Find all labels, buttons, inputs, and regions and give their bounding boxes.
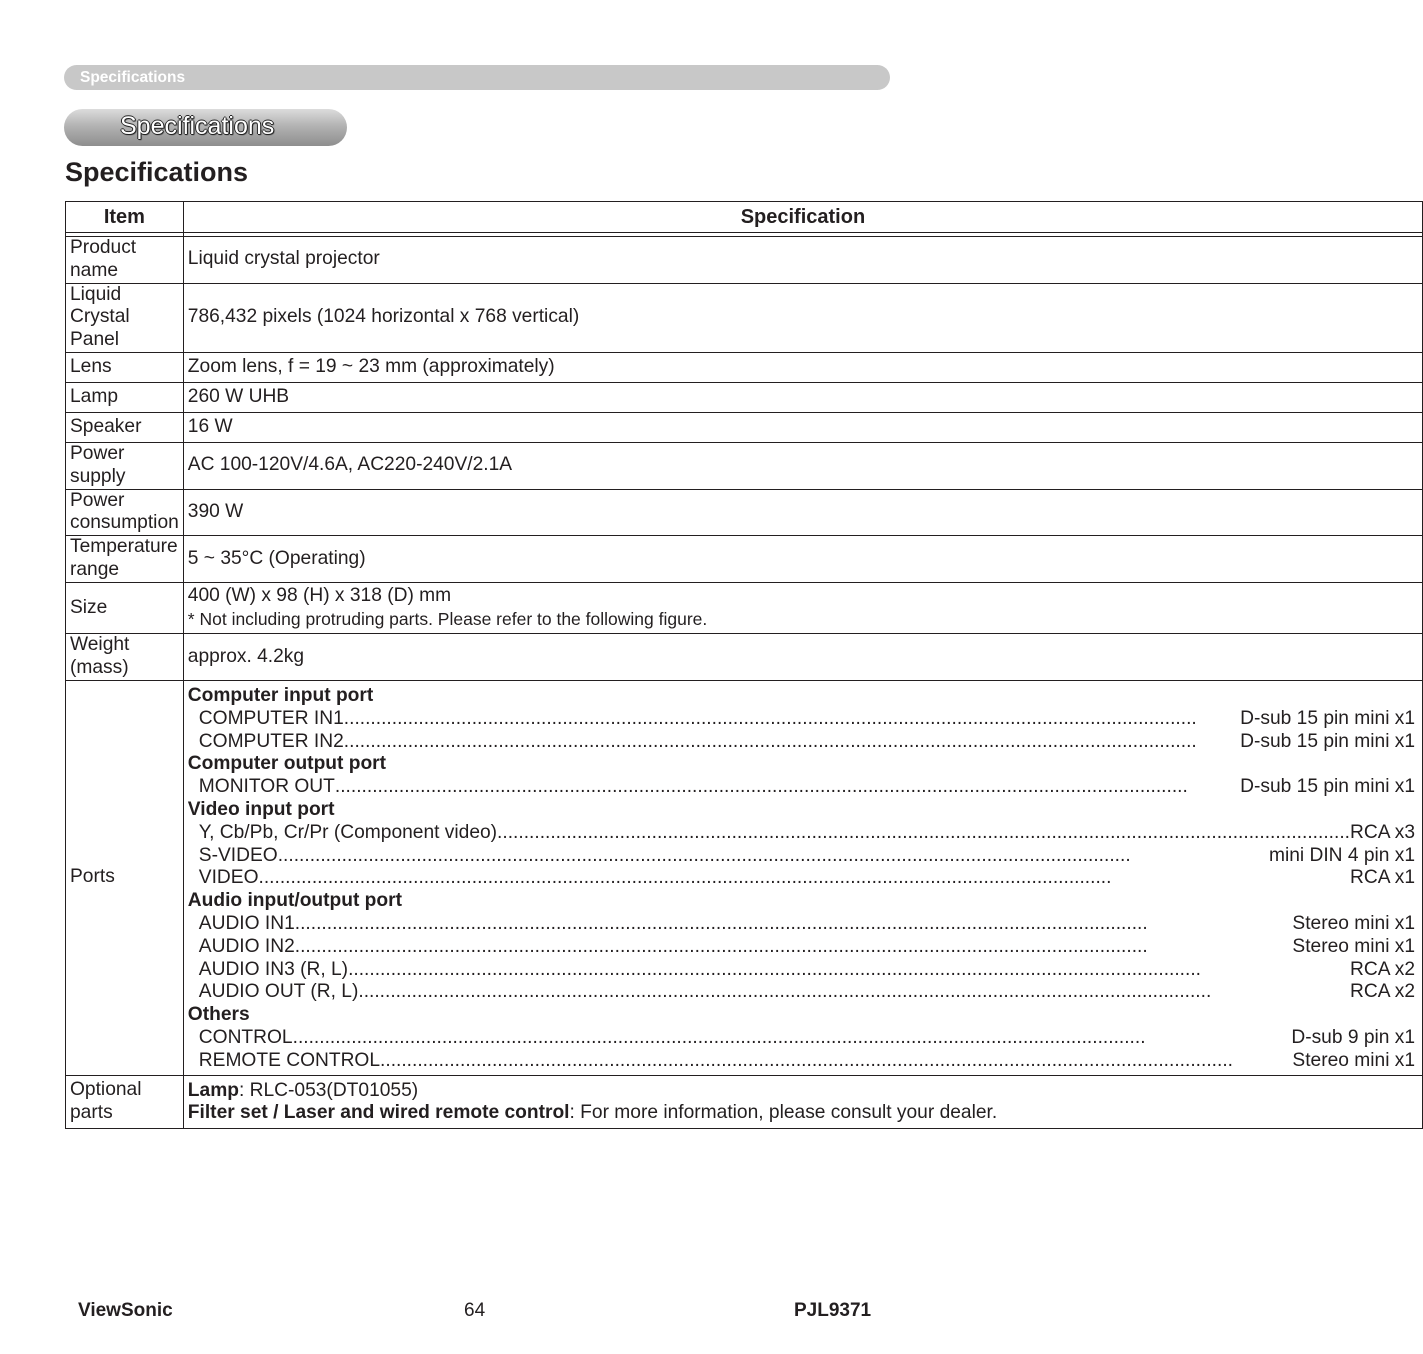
lamp-label: Lamp	[187, 1079, 239, 1101]
port-value: RCA x1	[1350, 867, 1416, 889]
port-group-title: Video input port	[187, 798, 335, 820]
port-entry	[188, 959, 1415, 982]
optional-parts	[183, 1075, 1422, 1129]
size-value: 400 (W) x 98 (H) x 318 (D) mm	[187, 584, 452, 606]
port-value: D-sub 15 pin mini x1	[1240, 776, 1416, 798]
row-item: Product name	[66, 237, 184, 284]
port-label: Y, Cb/Pb, Cr/Pr (Component video)	[198, 821, 498, 843]
port-label: AUDIO IN2	[198, 935, 295, 957]
table-row	[66, 536, 1423, 583]
row-item: Power supply	[66, 442, 184, 489]
port-group-title: Others	[187, 1004, 250, 1026]
port-value: Stereo mini x1	[1292, 1049, 1416, 1071]
port-value: D-sub 9 pin x1	[1291, 1026, 1416, 1048]
leader-dots: ................................................................................................................................................................	[294, 935, 1148, 957]
footer-brand: ViewSonic	[78, 1300, 173, 1321]
row-value: 260 W UHB	[183, 382, 1422, 412]
table-row-optional	[66, 1075, 1423, 1129]
section-tab	[64, 109, 347, 146]
filter-label: Filter set / Laser and wired remote control	[187, 1102, 570, 1124]
port-entry	[188, 936, 1415, 959]
row-item: Temperature range	[66, 536, 184, 583]
specifications-table	[65, 201, 1423, 1129]
leader-dots: ................................................................................................................................................................	[348, 958, 1202, 980]
row-item: Speaker	[66, 412, 184, 442]
breadcrumb: Specifications	[80, 69, 186, 86]
table-row	[66, 237, 1423, 284]
row-value: 390 W	[183, 489, 1422, 536]
breadcrumb-bar	[64, 65, 890, 90]
port-entry	[188, 708, 1415, 731]
port-label: VIDEO	[198, 867, 259, 889]
table-row	[66, 442, 1423, 489]
port-entry	[188, 845, 1415, 868]
port-label: COMPUTER IN2	[198, 730, 344, 752]
port-entry	[188, 913, 1415, 936]
table-row-size	[66, 582, 1423, 634]
row-item: Lens	[66, 352, 184, 382]
table-row	[66, 412, 1423, 442]
table-header-row	[66, 202, 1423, 233]
port-group-title: Computer output port	[187, 753, 387, 775]
row-value	[183, 582, 1422, 634]
row-value: 786,432 pixels (1024 horizontal x 768 vertical)	[183, 283, 1422, 352]
size-note: * Not including protruding parts. Please refer to the following figure.	[187, 608, 708, 629]
row-item: Power consumption	[66, 489, 184, 536]
port-entry	[188, 776, 1415, 799]
row-value: approx. 4.2kg	[183, 634, 1422, 681]
port-entry	[188, 1027, 1415, 1050]
table-row-weight	[66, 634, 1423, 681]
port-label: REMOTE CONTROL	[198, 1049, 381, 1071]
row-value: Liquid crystal projector	[183, 237, 1422, 284]
column-header-specification: Specification	[183, 202, 1422, 233]
leader-dots: ................................................................................................................................................................	[334, 776, 1188, 798]
port-value: Stereo mini x1	[1292, 912, 1416, 934]
port-value: D-sub 15 pin mini x1	[1240, 730, 1416, 752]
leader-dots: ................................................................................................................................................................	[277, 844, 1131, 866]
row-value: 16 W	[183, 412, 1422, 442]
table-row	[66, 489, 1423, 536]
port-entry	[188, 867, 1415, 890]
port-label: COMPUTER IN1	[198, 707, 344, 729]
port-label: CONTROL	[198, 1026, 293, 1048]
optional-filter	[188, 1102, 1418, 1125]
table-row	[66, 382, 1423, 412]
lamp-value: : RLC-053(DT01055)	[238, 1079, 419, 1101]
port-entry	[188, 1050, 1415, 1073]
port-value: D-sub 15 pin mini x1	[1240, 707, 1416, 729]
ports-list	[183, 680, 1422, 1075]
leader-dots: ................................................................................................................................................................	[258, 867, 1112, 889]
leader-dots: ................................................................................................................................................................	[358, 981, 1212, 1003]
row-value: Zoom lens, f = 19 ~ 23 mm (approximately)	[183, 352, 1422, 382]
leader-dots: ................................................................................................................................................................	[380, 1049, 1233, 1071]
filter-value: : For more information, please consult your dealer.	[569, 1102, 998, 1124]
row-value: AC 100-120V/4.6A, AC220-240V/2.1A	[183, 442, 1422, 489]
port-label: MONITOR OUT	[198, 776, 335, 798]
port-entry	[188, 822, 1415, 845]
page-title: Specifications	[65, 157, 249, 187]
leader-dots: ................................................................................................................................................................	[497, 821, 1350, 843]
page-number: 64	[464, 1300, 486, 1321]
port-value: RCA x2	[1350, 981, 1416, 1003]
leader-dots: ................................................................................................................................................................	[343, 707, 1197, 729]
section-tab-label: Specifications	[120, 112, 275, 140]
table-row-ports	[66, 680, 1423, 1075]
row-item: Weight (mass)	[66, 634, 184, 681]
row-item: Optional parts	[66, 1075, 184, 1129]
row-item: Lamp	[66, 382, 184, 412]
leader-dots: ................................................................................................................................................................	[294, 912, 1148, 934]
row-item: Liquid Crystal Panel	[66, 283, 184, 352]
leader-dots: ................................................................................................................................................................	[343, 730, 1197, 752]
column-header-item: Item	[66, 202, 184, 233]
table-row	[66, 352, 1423, 382]
port-group-title: Computer input port	[187, 684, 374, 706]
port-value: mini DIN 4 pin x1	[1268, 844, 1416, 866]
port-value: RCA x2	[1350, 958, 1416, 980]
optional-lamp	[188, 1080, 1418, 1103]
port-group-title: Audio input/output port	[187, 890, 402, 912]
port-label: AUDIO IN1	[198, 912, 295, 934]
table-row	[66, 283, 1423, 352]
port-label: AUDIO IN3 (R, L)	[198, 958, 349, 980]
leader-dots: ................................................................................................................................................................	[292, 1026, 1146, 1048]
port-label: AUDIO OUT (R, L)	[198, 981, 359, 1003]
port-label: S-VIDEO	[198, 844, 278, 866]
row-value: 5 ~ 35°C (Operating)	[183, 536, 1422, 583]
footer-model: PJL9371	[794, 1300, 872, 1321]
port-value: RCA x3	[1350, 821, 1416, 843]
row-item: Size	[66, 582, 184, 634]
port-entry	[188, 731, 1415, 754]
port-entry	[188, 981, 1415, 1004]
row-item: Ports	[66, 680, 184, 1075]
port-value: Stereo mini x1	[1292, 935, 1416, 957]
